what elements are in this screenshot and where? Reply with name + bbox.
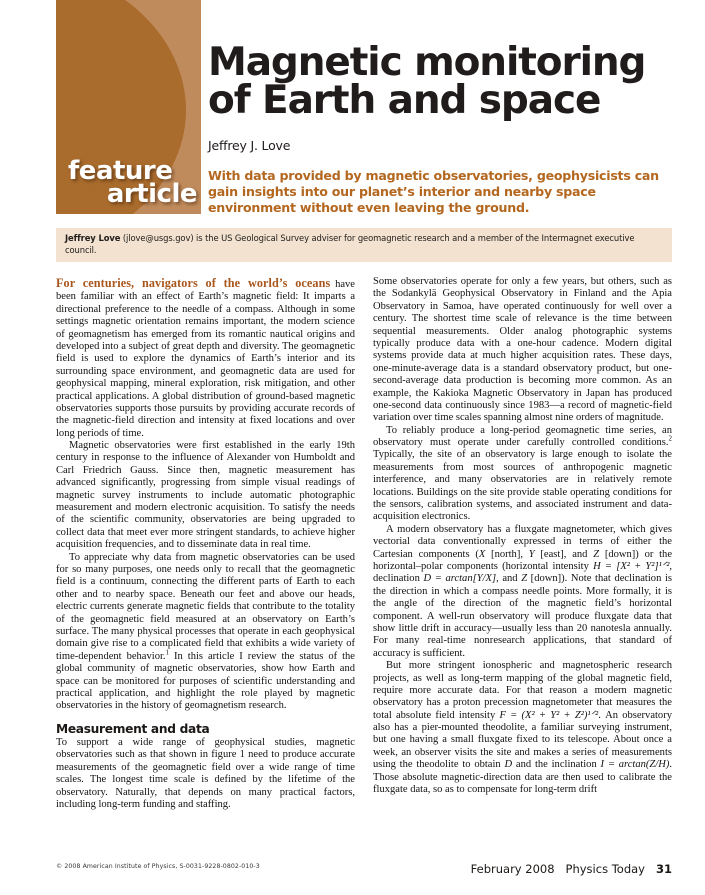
left-column: [56, 276, 355, 848]
author-bio-name: Jeffrey Love: [65, 233, 121, 243]
paragraph-r4: [373, 660, 672, 796]
paragraph-l1-rest: have been familiar with an effect of Earth’s magnetic field: It imparts a directional preference to the needle of a compass. Although in some settings magnetic orientation remains important, the modern science of geomagnetism has emerged from its romantic nautical origins and developed into a subject of great depth and diversity. The geomagnetic field is used to explore the dynamics of Earth’s interior and its surrounding space environment, and geomagnetic data are used for geophysical mapping, mineral exploration, risk mitigation, and other practical applications. A global distribution of ground-based magnetic observatories supports those pursuits by providing accurate records of the magnetic-field direction and intensity at fixed locations and over long periods of time.: [56, 279, 355, 439]
symbol-D: D: [504, 759, 513, 771]
feature-label-line1: feature: [68, 156, 173, 187]
paragraph-r3-d: [down]) or the horizontal–polar components (horizontal intensity: [373, 548, 673, 572]
page-title: [208, 40, 686, 123]
equation-I: I = arctan(Z/H): [600, 759, 670, 771]
paragraph-l1: [56, 276, 355, 440]
body-columns: [56, 276, 672, 848]
paragraph-r3-a: A modern observatory has a fluxgate magnetometer, which gives vectorial data conventionally expressed in terms of either the Cartesian components (: [373, 523, 672, 560]
footnote-ref-2: 2: [668, 434, 672, 443]
paragraph-r3-c: [east], and: [534, 548, 594, 560]
equation-H: H = [X² + Y²]¹ᐟ²: [593, 560, 670, 572]
paragraph-r1: Some observatories operate for only a few years, but others, such as the Sodankylä Geophysical Observatory in Finland and the Apia Observatory in Samoa, have operated continuously for well over a century. The shortest time scale of relevance is the time between sequential measurements. Older analog photographic systems typically produce data with a one-hour cadence. Modern digital systems provide data at much higher acquisition rates. These days, one-minute-average data is a standard observatory product, but one-second-average data production is becoming more common. As an example, the Kakioka Magnetic Observatory in Japan has produced one-second data continuously since 1983—a record of magnetic-field variation over time scales spanning almost nine orders of magnitude.: [373, 276, 672, 424]
paragraph-r3: [373, 524, 672, 660]
paragraph-r2-a: To reliably produce a long-period geomagnetic time series, an observatory must operate under carefully controlled conditions.: [373, 424, 672, 449]
right-column: [373, 276, 672, 848]
page-footer: [56, 862, 672, 882]
paragraph-l3: [56, 552, 355, 713]
masthead: [0, 0, 705, 215]
page-number: 31: [655, 862, 672, 876]
author-bio-bar: [56, 228, 672, 262]
paragraph-r3-e: , declination: [373, 560, 672, 585]
paragraph-l2: Magnetic observatories were first established in the early 19th century in response to the influence of Alexander von Humboldt and Carl Friedrich Gauss. Since then, magnetic measurement has advanced significantly, progressing from simple visual readings of magnetic survey instruments to include automatic photographic measurement and modern electronic acquisition. To satisfy the needs of the scientific community, observatories are being upgraded to collect data that meet ever more stringent standards, to achieve higher acquisition frequencies, and to disseminate data in real time.: [56, 440, 355, 551]
title-block: [208, 40, 686, 216]
paragraph-r4-d: . Those absolute magnetic-direction data are then used to calibrate the fluxgate data, so as to compensate for long-term drift: [373, 759, 672, 796]
paragraph-l3-a: To appreciate why data from magnetic observatories can be used for so many purposes, one needs only to recall that the geomagnetic field is a continuum, connecting the different parts of Earth to each other and to nearby space. Beneath our feet and above our heads, electric currents generate magnetic fields that contribute to the totality of the geomagnetic field measured at an observatory on Earth’s surface. The many physical processes that operate in each geophysical domain give rise to a complicated field that exhibits a wide variety of time-dependent behavior.: [56, 551, 355, 662]
section-heading-measurement-and-data: Measurement and data: [56, 721, 210, 736]
paragraph-l4: To support a wide range of geophysical studies, magnetic observatories such as that shown in figure 1 need to produce accurate measurements of the geomagnetic field over a wide range of time scales. The longest time scale is defined by the lifetime of the observatory. Naturally, that depends on many practical factors, including long-term funding and staffing.: [56, 737, 355, 810]
paragraph-r4-a: But more stringent ionospheric and magnetospheric research projects, as well as long-term mapping of the global magnetic field, require more accurate data. For that reason a modern magnetic observatory has a proton precession magnetometer that measures the total absolute field intensity: [373, 660, 672, 721]
author-bio-rest: (jlove@usgs.gov) is the US Geological Survey adviser for geomagnetic research and a member of the Intermagnet executive council.: [65, 233, 635, 255]
paragraph-r3-g: [down]). Note that declination is the direction in which a compass needle points. More formally, it is the angle of the direction of the magnetic field’s horizontal component. A well-run observatory will produce fluxgate data that show little drift in accuracy—usually less than 20 nanotesla annually. For many real-time nonresearch applications, that standard of accuracy is sufficient.: [373, 573, 672, 659]
copyright-line: © 2008 American Institute of Physics, S-0031-9228-0802-010-3: [56, 863, 260, 870]
footer-issue-info: [471, 862, 672, 876]
footnote-ref-1: 1: [165, 648, 170, 657]
equation-D: D = arctan[Y/X]: [423, 573, 497, 585]
lead-line: For centuries, navigators of the world’s oceans: [56, 276, 331, 290]
feature-label-line2: article: [106, 179, 197, 210]
symbol-Y: Y: [528, 548, 535, 560]
equation-F: F = (X² + Y² + Z²)¹ᐟ²: [499, 709, 599, 721]
symbol-Z-second: Z: [521, 573, 528, 585]
paragraph-r4-c: and the inclination: [512, 759, 601, 771]
author-bio-text: [65, 233, 663, 256]
article-deck: With data provided by magnetic observatories, geophysicists can gain insights into our planet’s interior and nearby space environment without even leaving the ground.: [208, 167, 659, 215]
symbol-X: X: [478, 548, 486, 560]
headline-line-2: of Earth and space: [208, 77, 601, 123]
paragraph-r3-b: [north],: [485, 548, 529, 560]
author-byline: Jeffrey J. Love: [208, 137, 291, 153]
paragraph-r2: [373, 425, 672, 524]
feature-article-banner: [56, 0, 201, 214]
paragraph-r4-b: . An observatory also has a pier-mounted theodolite, a familiar surveying instrument, but one having a small fluxgate fixed to its telescope. About once a week, an observer visits the site and makes a series of measurements using the theodolite to obtain: [373, 709, 672, 771]
symbol-Z: Z: [593, 548, 600, 560]
issue-date: February 2008: [470, 862, 555, 876]
paragraph-r3-f: , and: [496, 573, 522, 585]
paragraph-l3-b: In this article I review the status of the global community of magnetic observatories, show how Earth and space can be monitored for purposes of scientific understanding and practical application, and highlight the role played by magnetic observatories in the history of geomagnetism research.: [56, 650, 355, 712]
feature-article-label: [66, 156, 201, 210]
headline-line-1: Magnetic monitoring: [208, 40, 646, 85]
magazine-name: Physics Today: [565, 862, 645, 876]
paragraph-r2-b: Typically, the site of an observatory is large enough to isolate the measurements from most sources of anthropogenic magnetic interference, and many observatories are in relatively remote locations. Buildings on the site provide stable operating conditions for the sensors, calibration systems, and associated instrument and data-acquisition electronics.: [373, 449, 672, 523]
